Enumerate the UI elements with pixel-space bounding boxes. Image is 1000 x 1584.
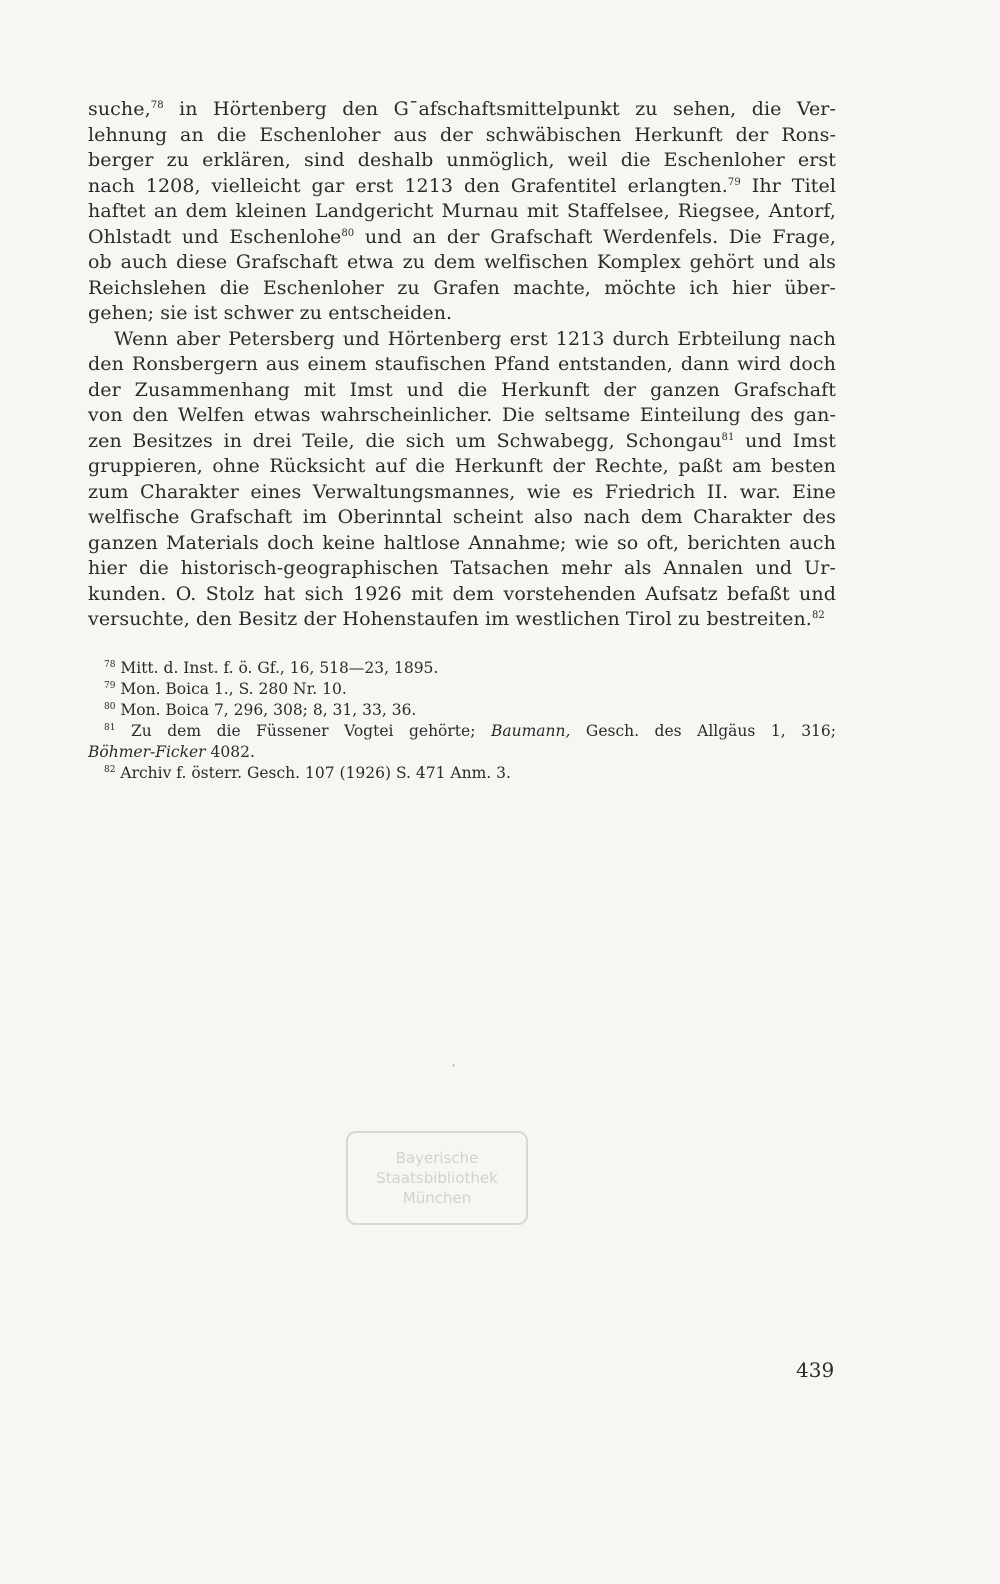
text-segment: gehen; sie ist schwer zu entscheiden. [88, 302, 453, 324]
footnote-ref: 80 [341, 227, 355, 239]
footnote-author: Baumann, [490, 722, 571, 740]
text-segment: Reichslehen die Eschenloher zu Grafen machte, möchte ich hier über- [88, 276, 836, 299]
text-line [88, 301, 836, 327]
text-line [88, 454, 836, 480]
text-segment: Ohlstadt und Eschenlohe [88, 225, 342, 248]
text-line [88, 148, 836, 174]
text-line [88, 429, 836, 455]
text-line [88, 276, 836, 302]
text-segment: zen Besitzes in drei Teile, die sich um Schwabegg, Schongau [88, 429, 722, 452]
text-segment: den Ronsbergern aus einem staufischen Pfand entstanden, dann wird doch [88, 353, 836, 375]
text-segment: haftet an dem kleinen Landgericht Murnau mit Staffelsee, Riegsee, Antorf, [88, 200, 836, 222]
speck [452, 1064, 455, 1067]
footnote-text: 4082. [205, 743, 255, 761]
text-line [88, 123, 836, 149]
footnote-number: 80 [104, 702, 116, 712]
text-line [88, 505, 836, 531]
text-line [88, 378, 836, 404]
text-segment: welfische Grafschaft im Oberinntal scheint also nach dem Charakter des [88, 506, 836, 528]
stamp-line: Bayerische [395, 1149, 479, 1167]
text-segment: berger zu erklären, sind deshalb unmöglich, weil die Eschenloher erst [88, 149, 836, 171]
footnote-number: 79 [104, 681, 116, 691]
library-stamp [346, 1131, 528, 1225]
text-segment: der Zusammenhang mit Imst und die Herkunft der ganzen Grafschaft [88, 378, 836, 401]
footnote-number: 81 [104, 723, 116, 733]
footnote [88, 742, 836, 763]
text-line [88, 174, 836, 200]
text-line [88, 199, 836, 225]
footnote-text: Mitt. d. Inst. f. ö. Gf., 16, 518—23, 1895. [115, 659, 439, 677]
footnote [88, 658, 836, 679]
footnote-text: Mon. Boica 1., S. 280 Nr. 10. [115, 680, 347, 698]
text-segment: kunden. O. Stolz hat sich 1926 mit dem vorstehenden Aufsatz befaßt und [88, 582, 836, 605]
footnote-text: Archiv f. österr. Gesch. 107 (1926) S. 471 Anm. 3. [115, 764, 511, 782]
footnote [88, 700, 836, 721]
text-segment: ganzen Materials doch keine haltlose Annahme; wie so oft, berichten auch [88, 531, 836, 554]
footnote [88, 721, 836, 742]
text-segment: gruppieren, ohne Rücksicht auf die Herkunft der Rechte, paßt am besten [88, 455, 836, 477]
stamp-line: München [402, 1189, 472, 1207]
text-segment: suche, [88, 98, 151, 120]
text-line [88, 352, 836, 378]
page-number: 439 [796, 1358, 835, 1382]
stamp-line: Staatsbibliothek [376, 1169, 498, 1187]
text-segment: nach 1208, vielleicht gar erst 1213 den Grafentitel erlangten. [88, 174, 728, 197]
text-line [88, 531, 836, 557]
footnote-ref: 79 [727, 176, 741, 188]
text-line [88, 607, 836, 633]
footnote-text: Gesch. des Allgäus 1, 316; [570, 722, 836, 740]
text-segment: zum Charakter eines Verwaltungsmannes, wie es Friedrich II. war. Eine [88, 480, 836, 503]
text-line [88, 556, 836, 582]
footnote-number: 78 [104, 660, 116, 670]
footnote-ref: 81 [721, 431, 735, 443]
footnote [88, 679, 836, 700]
text-line [88, 250, 836, 276]
footnote-ref: 82 [811, 610, 825, 621]
footnote-text: Mon. Boica 7, 296, 308; 8, 31, 33, 36. [115, 701, 417, 719]
footnote-ref: 78 [150, 100, 164, 111]
footnote-text: Zu dem die Füssener Vogtei gehörte; [115, 722, 491, 740]
text-segment: Ihr Titel [740, 174, 836, 197]
text-segment: und Imst [734, 429, 836, 452]
text-line [88, 403, 836, 429]
footnote-author: Böhmer-Ficker [88, 743, 206, 761]
text-segment: in Hörtenberg den G¯afschaftsmittelpunkt zu sehen, die Ver- [163, 98, 836, 120]
text-line [88, 582, 836, 608]
footnote [88, 763, 836, 784]
text-segment: hier die historisch-geographischen Tatsachen mehr als Annalen und Ur- [88, 557, 836, 579]
text-segment: Wenn aber Petersberg und Hörtenberg erst 1213 durch Erbteilung nach [114, 327, 836, 350]
text-segment: und an der Grafschaft Werdenfels. Die Frage, [354, 225, 836, 248]
text-segment: ob auch diese Grafschaft etwa zu dem welfischen Komplex gehört und als [88, 251, 836, 273]
text-segment: versuchte, den Besitz der Hohenstaufen im westlichen Tirol zu bestreiten. [88, 608, 812, 630]
text-line [88, 97, 836, 123]
text-line [88, 480, 836, 506]
body-text [88, 97, 836, 633]
text-line [88, 225, 836, 251]
footnote-number: 82 [104, 765, 116, 775]
text-segment: lehnung an die Eschenloher aus der schwäbischen Herkunft der Rons- [88, 123, 836, 146]
text-segment: von den Welfen etwas wahrscheinlicher. Die seltsame Einteilung des gan- [88, 404, 836, 426]
text-line [88, 327, 836, 353]
footnotes [88, 658, 836, 784]
